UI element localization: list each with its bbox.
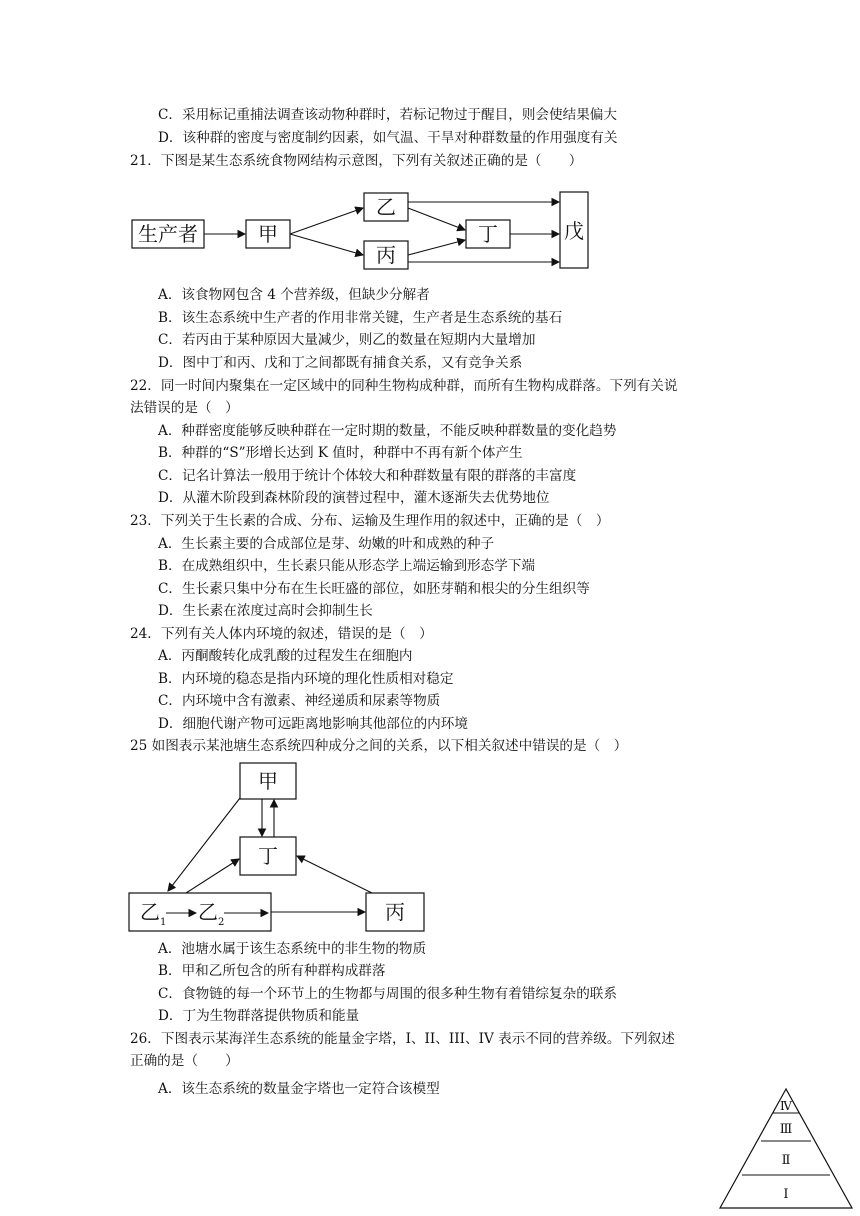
q25-option-a: A．池塘水属于该生态系统中的非生物的物质 — [158, 941, 427, 957]
q23-stem: 23．下列关于生长素的合成、分布、运输及生理作用的叙述中，正确的是（ ） — [130, 513, 610, 529]
q21-option-b: B．该生态系统中生产者的作用非常关键，生产者是生态系统的基石 — [158, 310, 563, 326]
pyramid-level-i: Ⅰ — [783, 1187, 789, 1202]
q21-option-d: D．图中丁和丙、戊和丁之间都既有捕食关系，又有竞争关系 — [158, 355, 523, 371]
q26-stem-line2: 正确的是（ ） — [130, 1053, 239, 1069]
arrow-bing-ding — [408, 240, 465, 255]
q23-option-c: C．生长素只集中分布在生长旺盛的部位，如胚芽鞘和根尖的分生组织等 — [158, 581, 590, 597]
q25-ecosystem-diagram — [126, 760, 430, 936]
q23-option-d: D．生长素在浓度过高时会抑制生长 — [158, 603, 373, 619]
yi-label: 乙 — [376, 195, 396, 219]
q25-jia-label: 甲 — [258, 769, 278, 793]
q21-stem: 21．下图是某生态系统食物网结构示意图，下列有关叙述正确的是（ ） — [130, 153, 583, 169]
wu-label: 戊 — [564, 219, 584, 243]
q20-option-d: D．该种群的密度与密度制约因素，如气温、干旱对种群数量的作用强度有关 — [158, 130, 618, 146]
q23-option-b: B．在成熟组织中，生长素只能从形态学上端运输到形态学下端 — [158, 558, 536, 574]
q22-option-b: B．种群的“S”形增长达到 K 值时，种群中不再有新个体产生 — [158, 445, 523, 461]
producer-label: 生产者 — [138, 222, 198, 246]
q26-energy-pyramid — [716, 1086, 856, 1212]
q25-ding-label: 丁 — [258, 844, 278, 868]
arrow-jia-bing — [290, 234, 363, 255]
pyramid-level-iv: Ⅳ — [780, 1099, 792, 1113]
q21-food-web-diagram — [128, 188, 592, 272]
q22-stem-line1: 22．同一时间内聚集在一定区域中的同种生物构成种群，而所有生物构成群落。下列有关说 — [130, 378, 678, 394]
q24-option-b: B．内环境的稳态是指内环境的理化性质相对稳定 — [158, 671, 454, 687]
q22-option-d: D．从灌木阶段到森林阶段的演替过程中，灌木逐渐失去优势地位 — [158, 490, 550, 506]
q23-option-a: A．生长素主要的合成部位是芽、幼嫩的叶和成熟的种子 — [158, 536, 495, 552]
ding-label: 丁 — [478, 222, 498, 246]
pyramid-level-iii: Ⅲ — [779, 1122, 793, 1137]
q26-option-a: A．该生态系统的数量金字塔也一定符合该模型 — [158, 1081, 440, 1097]
q24-option-a: A．丙酮酸转化成乳酸的过程发生在细胞内 — [158, 648, 413, 664]
q25-yi2-label: 乙 — [198, 900, 218, 924]
bing-label: 丙 — [376, 243, 396, 267]
arrow-bing-ding — [297, 856, 372, 893]
q24-option-c: C．内环境中含有激素、神经递质和尿素等物质 — [158, 693, 441, 709]
q25-stem: 25 如图表示某池塘生态系统四种成分之间的关系，以下相关叙述中错误的是（ ） — [130, 738, 628, 754]
q20-option-c: C．采用标记重捕法调查该动物种群时，若标记物过于醒目，则会使结果偏大 — [158, 107, 617, 123]
q25-yi1-subscript: 1 — [160, 917, 167, 928]
jia-label: 甲 — [258, 222, 278, 246]
arrow-yi-ding — [408, 208, 465, 230]
q24-option-d: D．细胞代谢产物可远距离地影响其他部位的内环境 — [158, 716, 468, 732]
q25-option-d: D．丁为生物群落提供物质和能量 — [158, 1008, 360, 1024]
q25-option-b: B．甲和乙所包含的所有种群构成群落 — [158, 963, 386, 979]
q25-bing-label: 丙 — [385, 900, 405, 924]
q26-stem-line1: 26．下图表示某海洋生态系统的能量金字塔，I、II、III、IV 表示不同的营养级。下列叙述 — [130, 1031, 675, 1047]
q22-option-a: A．种群密度能够反映种群在一定时期的数量，不能反映种群数量的变化趋势 — [158, 423, 617, 439]
pyramid-level-ii: Ⅱ — [781, 1153, 791, 1168]
arrow-jia-yi — [168, 798, 240, 891]
q21-option-a: A．该食物网包含 4 个营养级，但缺少分解者 — [158, 287, 430, 303]
q24-stem: 24．下列有关人体内环境的叙述，错误的是（ ） — [130, 626, 433, 642]
q22-option-c: C．记名计算法一般用于统计个体较大和种群数量有限的群落的丰富度 — [158, 468, 577, 484]
q22-stem-line2: 法错误的是（ ） — [130, 400, 239, 416]
arrow-yi-ding — [186, 859, 239, 893]
q21-option-c: C．若丙由于某种原因大量减少，则乙的数量在短期内大量增加 — [158, 332, 536, 348]
q25-yi2-subscript: 2 — [218, 917, 225, 928]
arrow-jia-yi — [290, 208, 363, 234]
q25-yi1-label: 乙 — [140, 900, 160, 924]
q25-option-c: C．食物链的每一个环节上的生物都与周围的很多种生物有着错综复杂的联系 — [158, 986, 617, 1002]
